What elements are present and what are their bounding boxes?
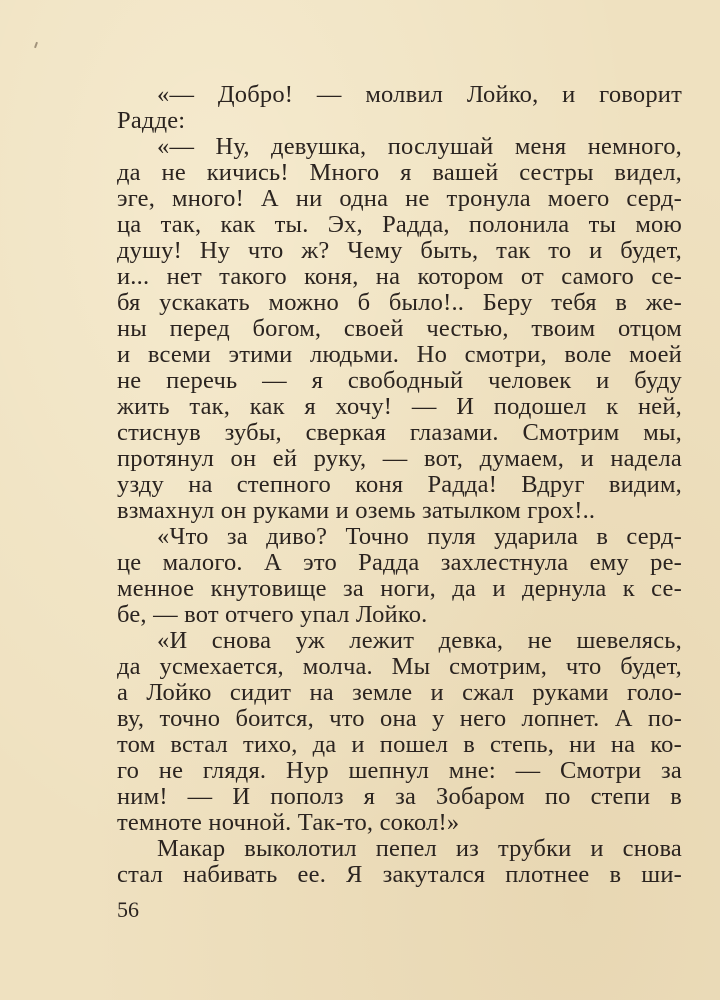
text-line: ву, точно боится, что она у него лопнет. А по- [117,705,682,732]
paper-speck [34,42,38,48]
text-line: го не глядя. Нур шепнул мне: — Смотри за [117,757,682,784]
text-line: Макар выколотил пепел из трубки и снова [157,835,682,862]
text-line: «Что за диво? Точно пуля ударила в серд- [157,523,682,550]
text-line: эге, много! А ни одна не тронула моего серд- [117,185,682,212]
text-line: да усмехается, молча. Мы смотрим, что будет, [117,653,682,680]
text-line: ны перед богом, своей честью, твоим отцом [117,315,682,342]
text-line: Радде: [117,107,186,134]
text-line: и всеми этими людьми. Но смотри, воле моей [117,341,682,368]
text-line: ним! — И пополз я за Зобаром по степи в [117,783,682,810]
text-line: «И снова уж лежит девка, не шевелясь, [157,627,682,654]
text-line: «— Ну, девушка, послушай меня немного, [157,133,682,160]
text-line: це малого. А это Радда захлестнула ему ре- [117,549,682,576]
page-number: 56 [117,897,139,922]
text-line: да не кичись! Много я вашей сестры видел, [117,159,682,186]
text-line: стал набивать ее. Я закутался плотнее в ши- [117,861,682,888]
text-line: бя ускакать можно б было!.. Беру тебя в же- [117,289,682,316]
text-line: темноте ночной. Так-то, сокол!» [117,809,460,836]
text-line: стиснув зубы, сверкая глазами. Смотрим мы, [117,419,682,446]
text-line: протянул он ей руку, — вот, думаем, и надела [117,445,682,472]
text-line: не перечь — я свободный человек и буду [117,367,682,394]
text-line: узду на степного коня Радда! Вдруг видим, [117,471,682,498]
text-line: взмахнул он руками и оземь затылком грох!.. [117,497,596,524]
text-line: душу! Ну что ж? Чему быть, так то и будет, [117,237,682,264]
book-page-text [117,82,682,888]
text-line: и... нет такого коня, на котором от самого се- [117,263,682,290]
text-line: бе, — вот отчего упал Лойко. [117,601,428,628]
text-line: менное кнутовище за ноги, да и дернула к се- [117,575,682,602]
text-line: а Лойко сидит на земле и сжал руками голо- [117,679,682,706]
text-line: «— Добро! — молвил Лойко, и говорит [157,81,682,108]
text-line: жить так, как я хочу! — И подошел к ней, [117,393,682,420]
text-line: том встал тихо, да и пошел в степь, ни на ко- [117,731,682,758]
text-line: ца так, как ты. Эх, Радда, полонила ты мою [117,211,682,238]
